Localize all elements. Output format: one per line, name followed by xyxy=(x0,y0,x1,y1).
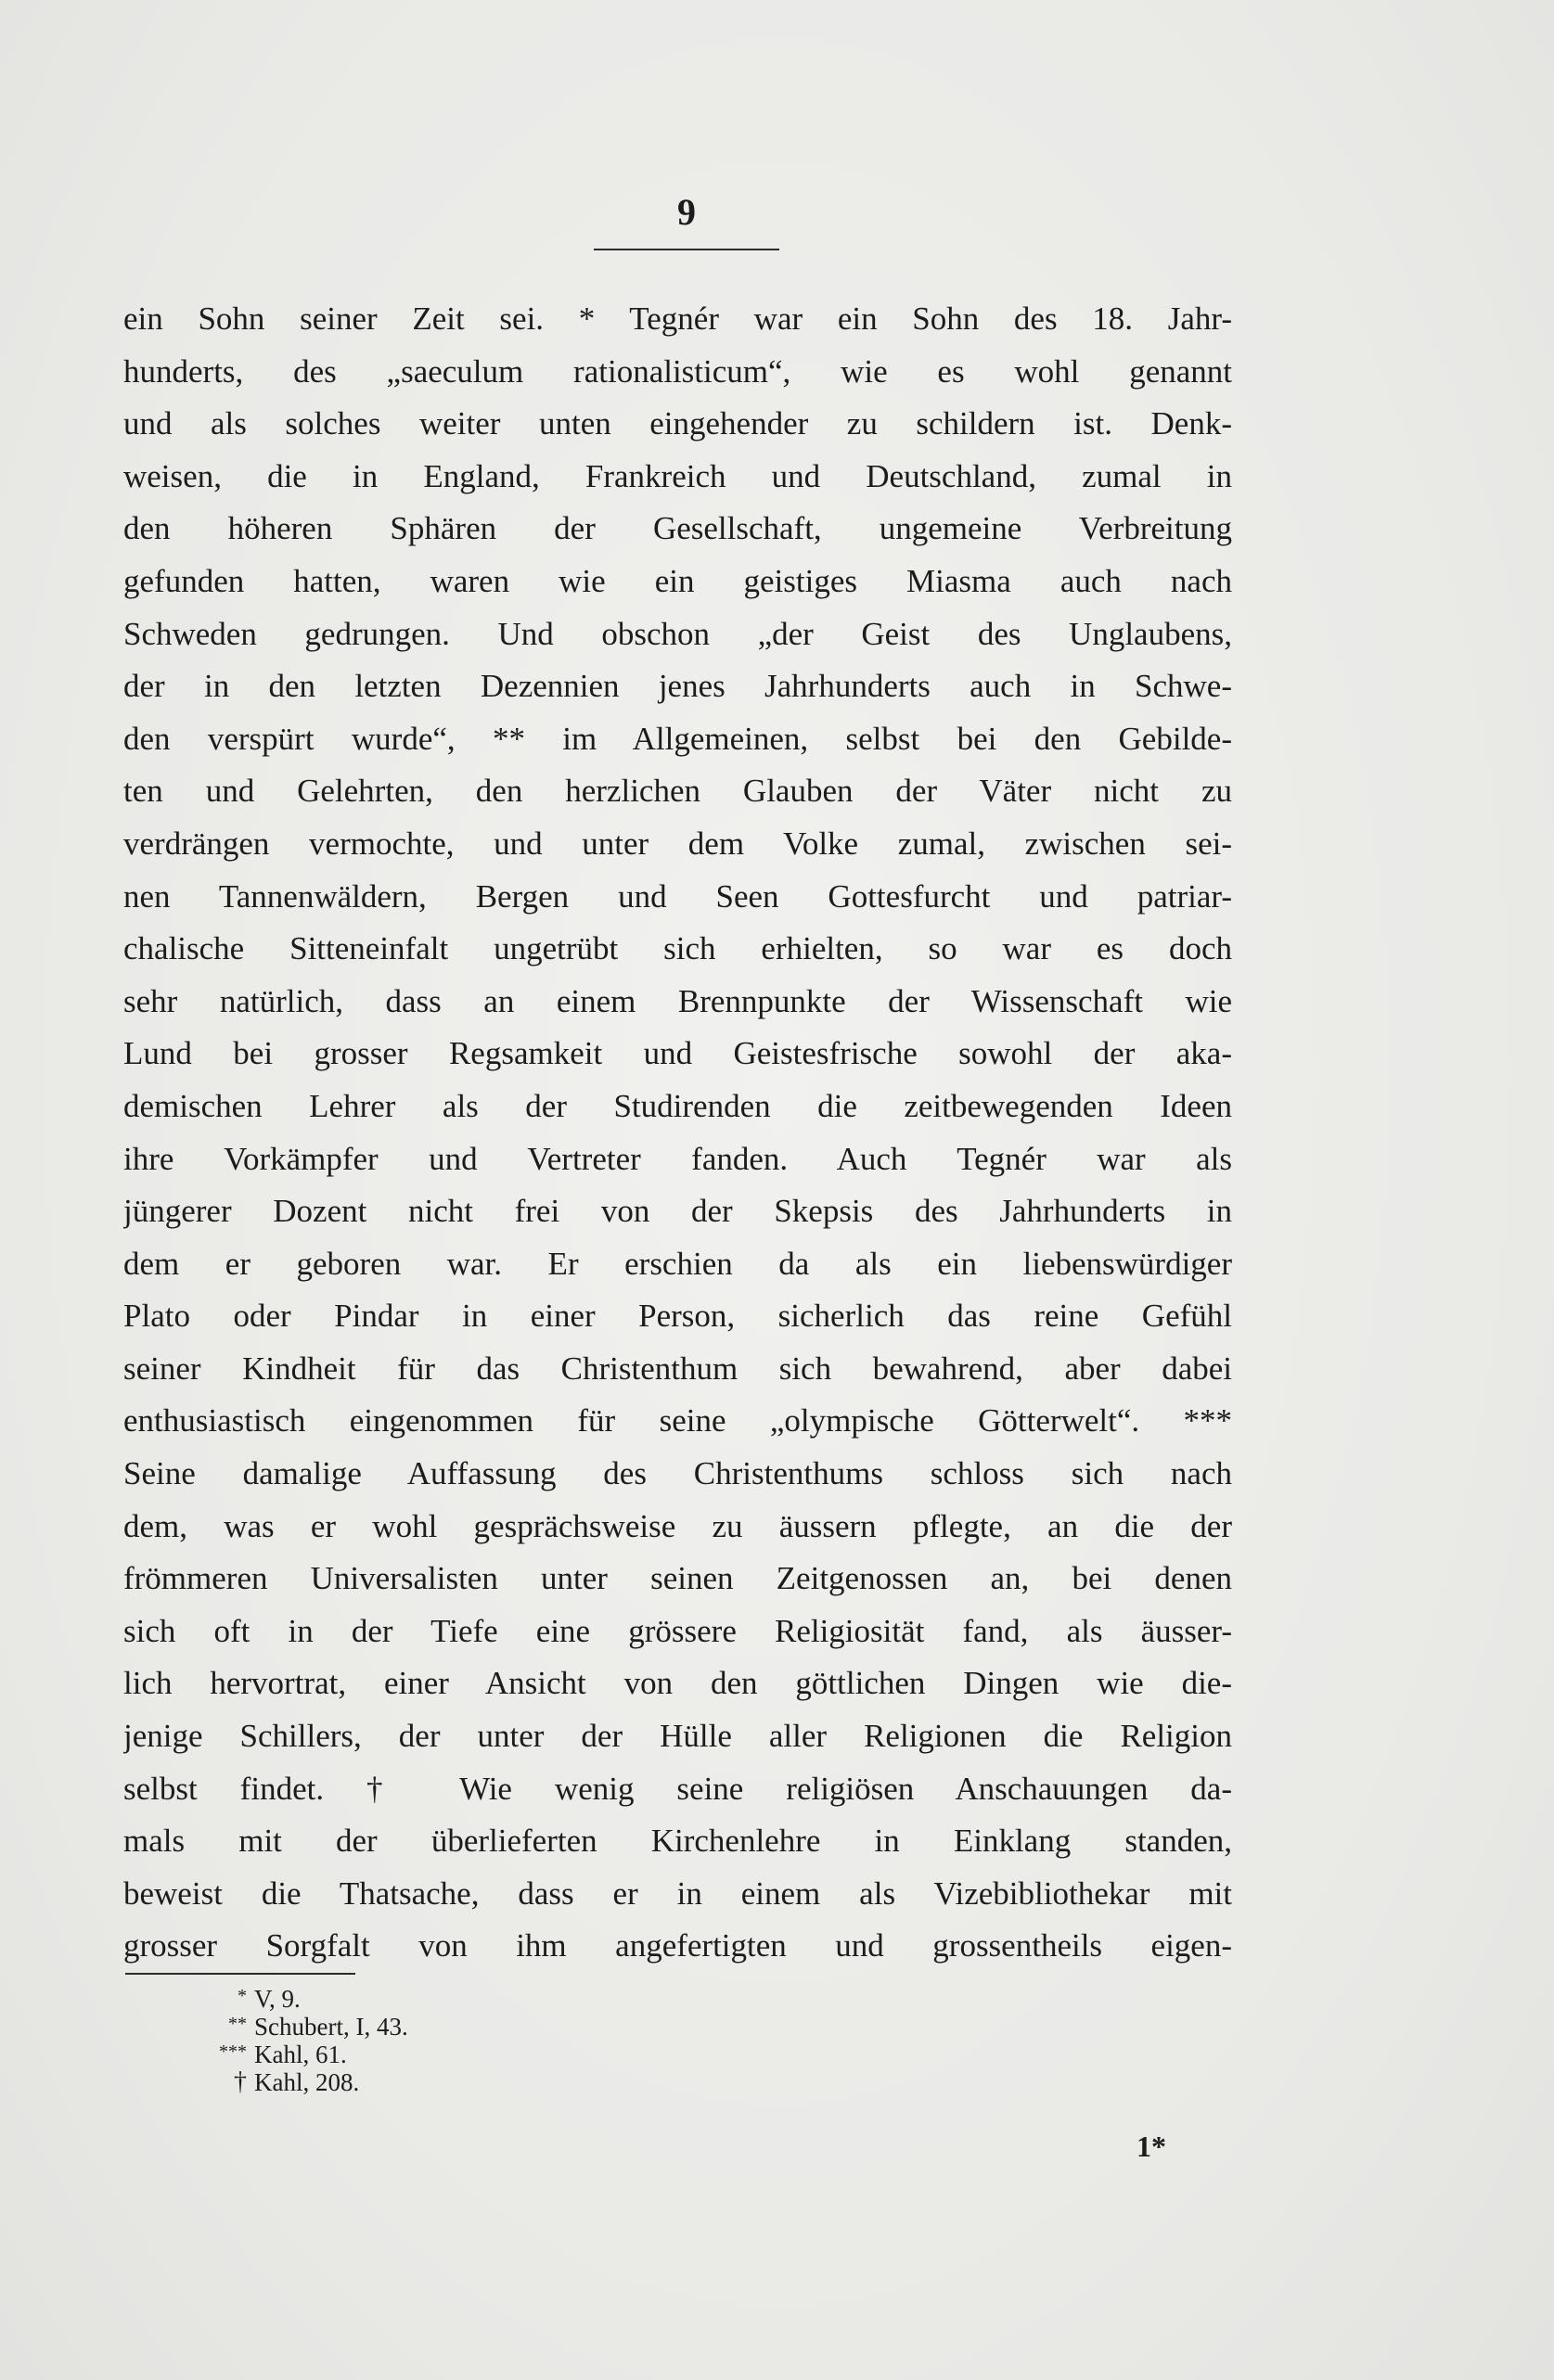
text-line: Lund bei grosser Regsamkeit und Geistesfrische sowohl der aka- xyxy=(123,1035,1232,1072)
text-line: ein Sohn seiner Zeit sei. * Tegnér war ein Sohn des 18. Jahr- xyxy=(123,301,1232,337)
text-line: seiner Kindheit für das Christenthum sich bewahrend, aber dabei xyxy=(123,1350,1232,1387)
footnote-rule xyxy=(125,1973,355,1975)
text-line: sich oft in der Tiefe eine grössere Religiosität fand, als äusser- xyxy=(123,1612,1232,1649)
footnote xyxy=(213,2013,677,2041)
text-line: jüngerer Dozent nicht frei von der Skepsis des Jahrhunderts in xyxy=(123,1193,1232,1230)
text-line: selbst findet. † Wie wenig seine religiösen Anschauungen da- xyxy=(123,1770,1232,1807)
text-line: der in den letzten Dezennien jenes Jahrhunderts auch in Schwe- xyxy=(123,668,1232,705)
footnote-text: Kahl, 61. xyxy=(254,2041,347,2068)
text-line: hunderts, des „saeculum rationalisticum“, wie es wohl genannt xyxy=(123,352,1232,390)
body-text xyxy=(123,293,1232,1973)
text-line: gefunden hatten, waren wie ein geistiges Miasma auch nach xyxy=(123,562,1232,599)
text-line: Plato oder Pindar in einer Person, sicherlich das reine Gefühl xyxy=(123,1298,1232,1335)
text-line: dem, was er wohl gesprächsweise zu äussern pflegte, an die der xyxy=(123,1507,1232,1544)
text-line: grosser Sorgfalt von ihm angefertigten und grossentheils eigen- xyxy=(123,1927,1232,1964)
text-line: nen Tannenwäldern, Bergen und Seen Gottesfurcht und patriar- xyxy=(123,877,1232,915)
footnote-mark: ** xyxy=(228,2014,247,2034)
text-line: Schweden gedrungen. Und obschon „der Geist des Unglaubens, xyxy=(123,615,1232,652)
text-line: frömmeren Universalisten unter seinen Zeitgenossen an, bei denen xyxy=(123,1560,1232,1597)
header-rule xyxy=(594,249,779,250)
text-line: sehr natürlich, dass an einem Brennpunkte der Wissenschaft wie xyxy=(123,982,1232,1019)
text-line: den verspürt wurde“, ** im Allgemeinen, selbst bei den Gebilde- xyxy=(123,720,1232,757)
signature-mark: 1* xyxy=(1137,2130,1166,2163)
text-line: den höheren Sphären der Gesellschaft, ungemeine Verbreitung xyxy=(123,510,1232,547)
text-line: enthusiastisch eingenommen für seine „olympische Götterwelt“. *** xyxy=(123,1402,1232,1440)
footnote-text: Kahl, 208. xyxy=(254,2068,360,2096)
text-line: weisen, die in England, Frankreich und Deutschland, zumal in xyxy=(123,457,1232,494)
text-line: demischen Lehrer als der Studirenden die zeitbewegenden Ideen xyxy=(123,1087,1232,1124)
footnote xyxy=(213,1985,677,2013)
text-line: beweist die Thatsache, dass er in einem als Vizebibliothekar mit xyxy=(123,1875,1232,1912)
page-number: 9 xyxy=(677,191,696,233)
footnote-mark: *** xyxy=(219,2041,247,2062)
footnote-mark: * xyxy=(238,1986,247,2006)
text-line: lich hervortrat, einer Ansicht von den göttlichen Dingen wie die- xyxy=(123,1665,1232,1702)
text-line: ihre Vorkämpfer und Vertreter fanden. Auch Tegnér war als xyxy=(123,1140,1232,1177)
text-line: ten und Gelehrten, den herzlichen Glauben der Väter nicht zu xyxy=(123,773,1232,810)
text-line: und als solches weiter unten eingehender zu schildern ist. Denk- xyxy=(123,405,1232,442)
footnote xyxy=(213,2068,677,2096)
footnote xyxy=(213,2041,677,2068)
footnote-mark: † xyxy=(234,2067,247,2096)
text-line: Seine damalige Auffassung des Christenthums schloss sich nach xyxy=(123,1455,1232,1492)
text-line: dem er geboren war. Er erschien da als ein liebenswürdiger xyxy=(123,1245,1232,1282)
text-line: verdrängen vermochte, und unter dem Volke zumal, zwischen sei- xyxy=(123,825,1232,862)
text-line: jenige Schillers, der unter der Hülle aller Religionen die Religion xyxy=(123,1718,1232,1755)
footnote-text: V, 9. xyxy=(254,1985,301,2013)
footnote-text: Schubert, I, 43. xyxy=(254,2013,408,2041)
text-line: mals mit der überlieferten Kirchenlehre in Einklang standen, xyxy=(123,1823,1232,1860)
footnotes xyxy=(213,1985,677,2096)
text-line: chalische Sitteneinfalt ungetrübt sich erhielten, so war es doch xyxy=(123,930,1232,967)
